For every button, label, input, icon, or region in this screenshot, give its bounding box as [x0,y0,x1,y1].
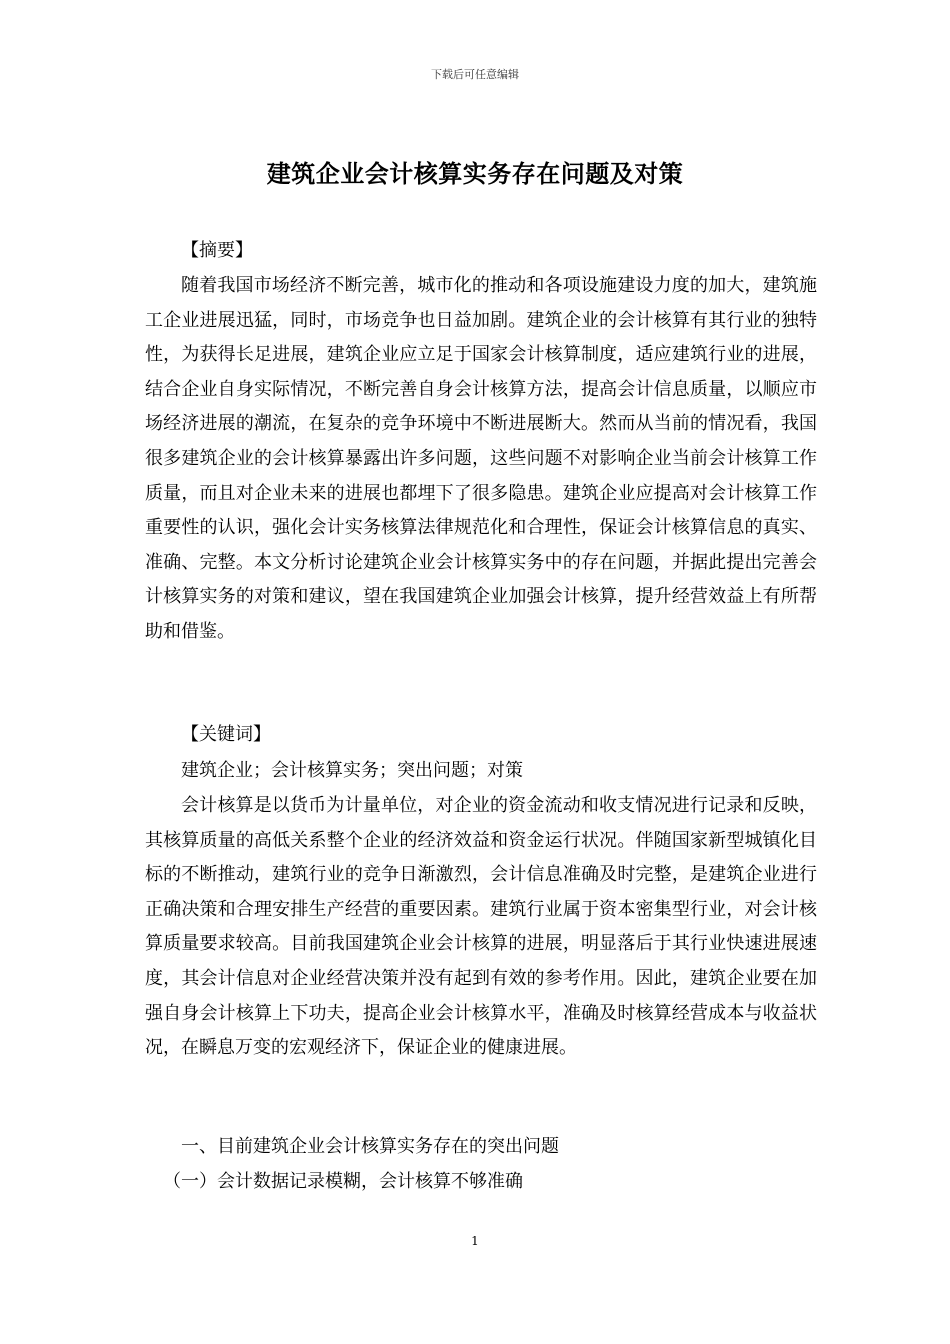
abstract-section [145,234,817,269]
page-title: 建筑企业会计核算实务存在问题及对策 [266,159,684,188]
abstract-paragraph: 随着我国市场经济不断完善，城市化的推动和各项设施建设力度的加大，建筑施工企业进展迅猛，同时，市场竞争也日益加剧。建筑企业的会计核算有其行业的独特性，为获得长足进展，建筑企业应立足于国家会计核算制度，适应建筑行业的进展，结合企业自身实际情况，不断完善自身会计核算方法，提高会计信息质量，以顺应市场经济进展的潮流，在复杂的竞争环境中不断进展断大。然而从当前的情况看，我国很多建筑企业的会计核算暴露出许多问题，这些问题不对影响企业当前会计核算工作质量，而且对企业未来的进展也都埋下了很多隐患。建筑企业应提高对会计核算工作重要性的认识，强化会计实务核算法律规范化和合理性，保证会计核算信息的真实、准确、完整。本文分析讨论建筑企业会计核算实务中的存在问题，并据此提出完善会计核算实务的对策和建议，望在我国建筑企业加强会计核算，提升经营效益上有所帮助和借鉴。 [145,275,817,642]
intro-paragraph: 会计核算是以货币为计量单位，对企业的资金流动和收支情况进行记录和反映，其核算质量的高低关系整个企业的经济效益和资金运行状况。伴随国家新型城镇化目标的不断推动，建筑行业的竞争日渐激烈，会计信息准确及时完整，是建筑企业进行正确决策和合理安排生产经营的重要因素。建筑行业属于资本密集型行业，对会计核算质量要求较高。目前我国建筑企业会计核算的进展，明显落后于其行业快速进展速度，其会计信息对企业经营决策并没有起到有效的参考作用。因此，建筑企业要在加强自身会计核算上下功夫，提高企业会计核算水平，准确及时核算经营成本与收益状况，在瞬息万变的宏观经济下，保证企业的健康进展。 [145,795,817,1059]
abstract-label: 【摘要】 [181,240,253,261]
section-heading-1-wrap [145,1130,817,1165]
intro-body [145,789,817,1066]
page-number: 1 [471,1234,479,1248]
section-heading-2-wrap [145,1165,817,1200]
section-heading-2: （一）会计数据记录模糊，会计核算不够准确 [163,1171,523,1192]
keywords-body [145,754,817,789]
section-heading-1: 一、目前建筑企业会计核算实务存在的突出问题 [181,1136,559,1157]
abstract-body [145,269,817,650]
keywords-text: 建筑企业；会计核算实务；突出问题；对策 [181,760,523,781]
header-note: 下载后可任意编辑 [431,68,519,81]
keywords-section [145,718,817,753]
keywords-label: 【关键词】 [181,724,271,745]
